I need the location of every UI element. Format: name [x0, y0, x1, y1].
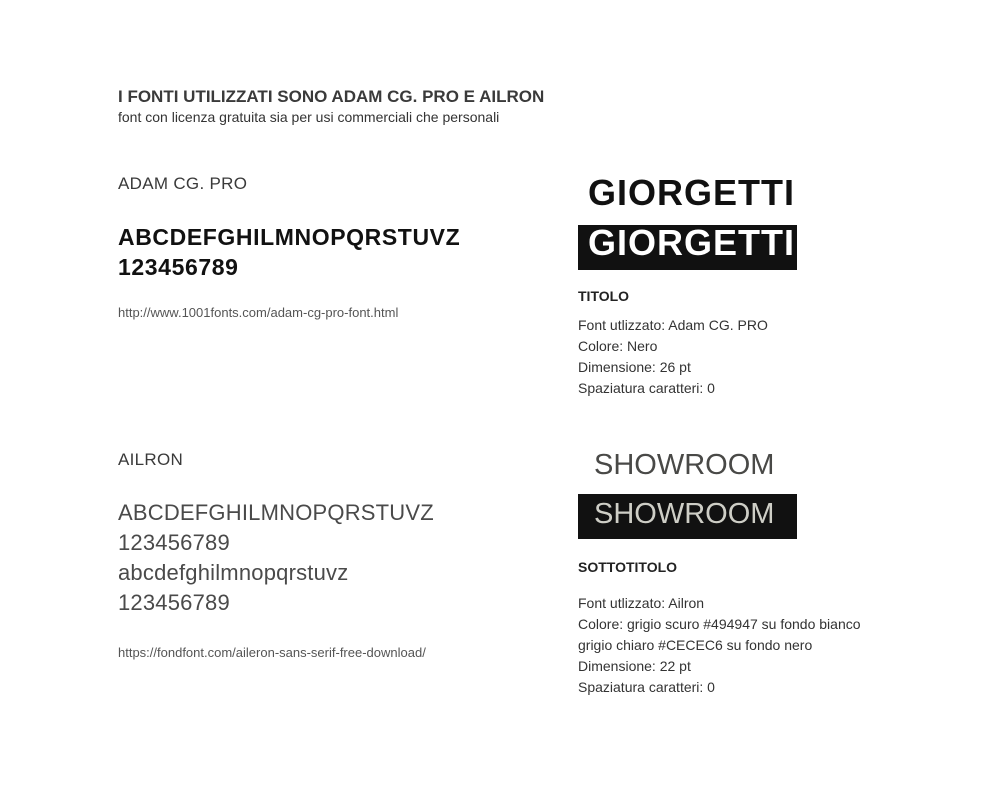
- title-sample-on-white: GIORGETTI: [588, 172, 795, 213]
- subtitle-spec-color-dark: Colore: grigio scuro #494947 su fondo bianco: [578, 616, 861, 632]
- ailron-digits-2: 123456789: [118, 590, 230, 615]
- subtitle-spec-heading: SOTTOTITOLO: [578, 559, 678, 575]
- subtitle-spec-spacing: Spaziatura caratteri: 0: [578, 679, 715, 695]
- ailron-alphabet-lower: abcdefghilmnopqrstuvz: [118, 560, 349, 585]
- ailron-font-link[interactable]: https://fondfont.com/aileron-sans-serif-free-download/: [118, 645, 426, 660]
- subtitle-sample-on-black: SHOWROOM: [594, 498, 775, 530]
- subtitle-spec-font: Font utlizzato: Ailron: [578, 595, 705, 611]
- title-spec-list: [578, 315, 768, 399]
- ailron-alphabet-upper: ABCDEFGHILMNOPQRSTUVZ: [118, 500, 434, 525]
- subtitle-spec-color-light: grigio chiaro #CECEC6 su fondo nero: [578, 637, 813, 653]
- page-subtitle: font con licenza gratuita sia per usi commerciali che personali: [118, 109, 500, 125]
- title-spec-font: Font utlizzato: Adam CG. PRO: [578, 317, 768, 333]
- subtitle-spec-list: [578, 593, 861, 698]
- title-spec-heading: TITOLO: [578, 288, 630, 304]
- ailron-font-label: AILRON: [118, 450, 184, 469]
- subtitle-spec-size: Dimensione: 22 pt: [578, 658, 691, 674]
- adam-font-link[interactable]: http://www.1001fonts.com/adam-cg-pro-font.html: [118, 305, 399, 320]
- adam-digits: 123456789: [118, 254, 239, 280]
- adam-alphabet: ABCDEFGHILMNOPQRSTUVZ: [118, 224, 461, 250]
- title-sample-on-black: GIORGETTI: [588, 222, 795, 263]
- adam-specimen: [118, 222, 460, 282]
- title-spec-size: Dimensione: 26 pt: [578, 359, 691, 375]
- page-title: I FONTI UTILIZZATI SONO ADAM CG. PRO E AILRON: [118, 87, 545, 106]
- title-spec-color: Colore: Nero: [578, 338, 658, 354]
- ailron-specimen: [118, 498, 434, 618]
- adam-font-label: ADAM CG. PRO: [118, 174, 248, 193]
- ailron-digits-1: 123456789: [118, 530, 230, 555]
- subtitle-sample-on-white: SHOWROOM: [594, 449, 775, 481]
- title-spec-spacing: Spaziatura caratteri: 0: [578, 380, 715, 396]
